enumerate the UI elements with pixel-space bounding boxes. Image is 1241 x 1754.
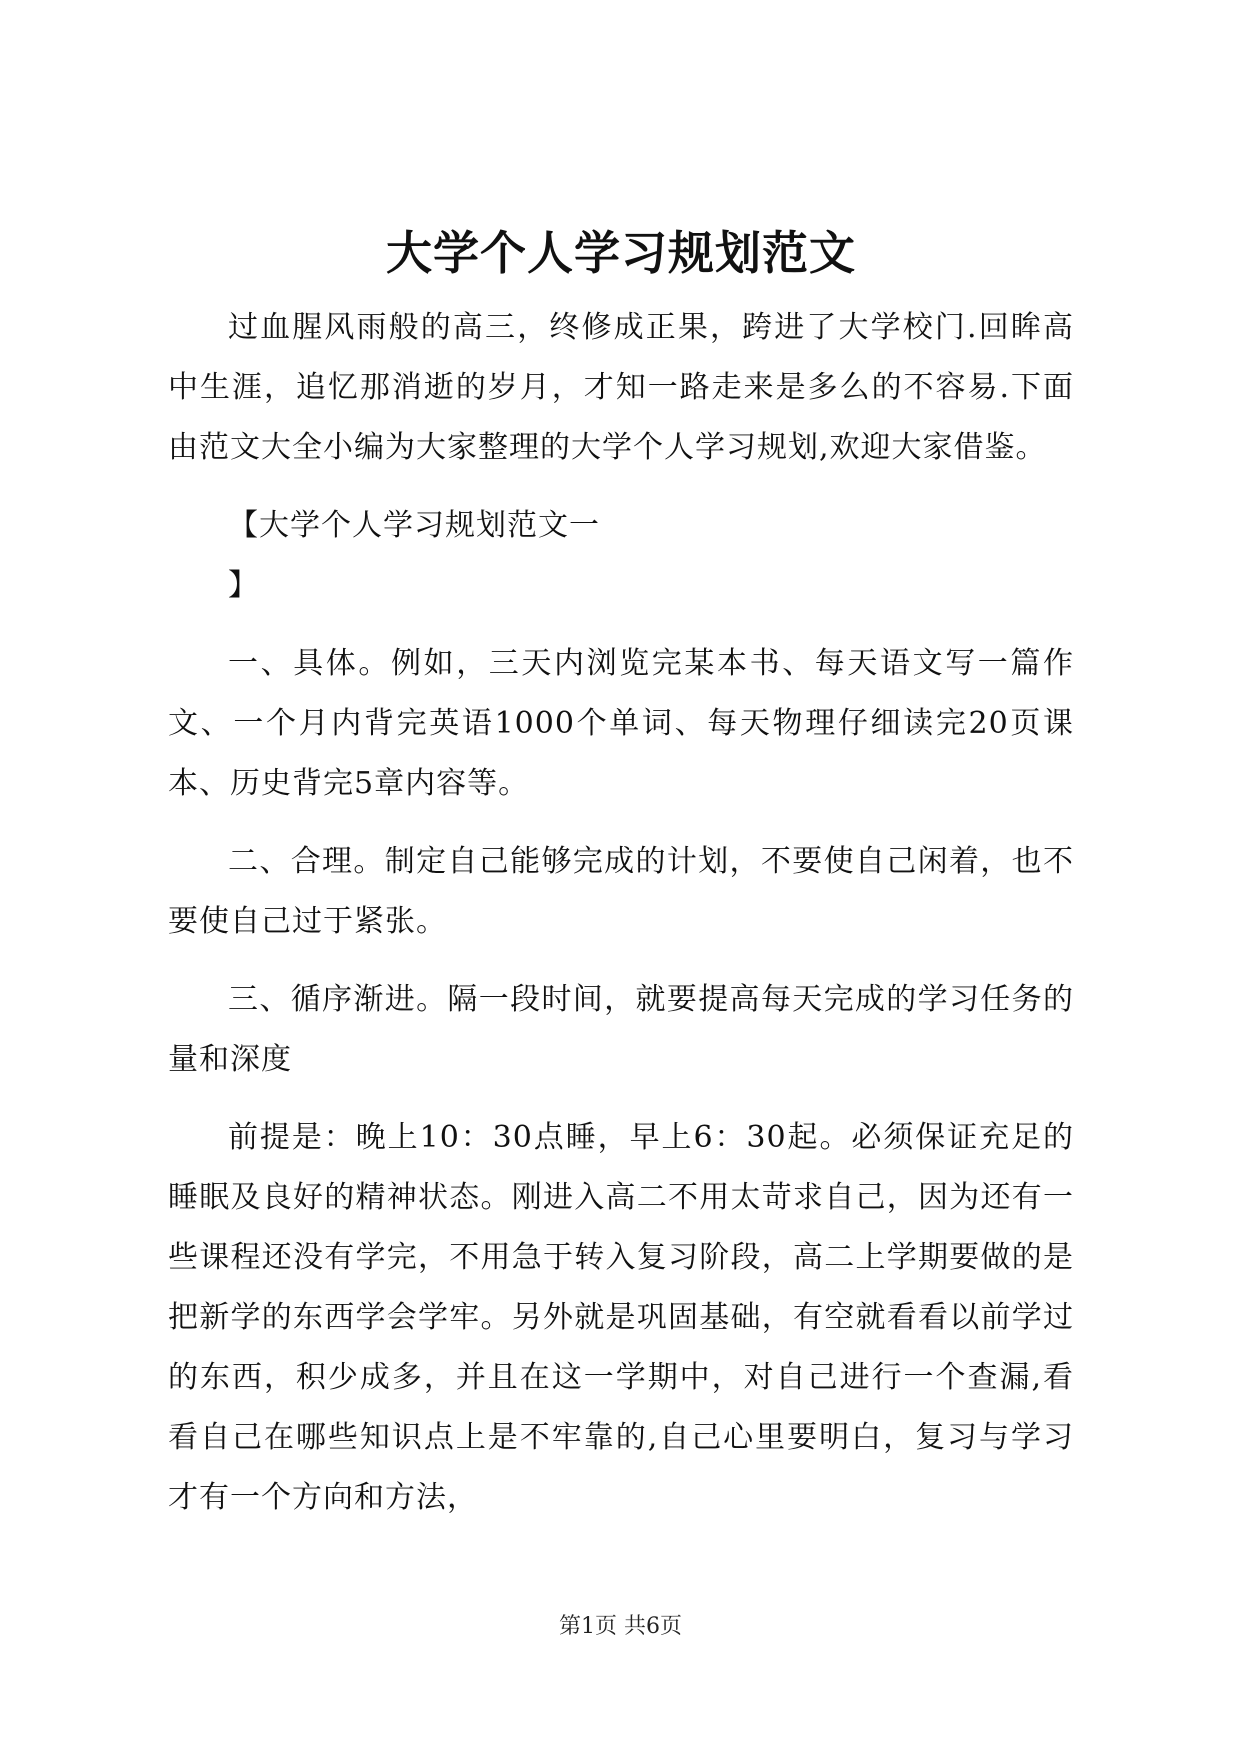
body-paragraph-premise: 前提是：晚上10：30点睡，早上6：30起。必须保证充足的睡眠及良好的精神状态。刚进入高二不用太苛求自己，因为还有一些课程还没有学完，不用急于转入复习阶段，高二上学期要做的是把新学的东西学会学牢。另外就是巩固基础，有空就看看以前学过的东西，积少成多，并且在这一学期中，对自己进行一个查漏,看看自己在哪些知识点上是不牢靠的,自己心里要明白，复习与学习才有一个方向和方法， <box>168 1120 1074 1515</box>
body-paragraph-gradual: 三、循序渐进。隔一段时间，就要提高每天完成的学习任务的量和深度 <box>168 982 1074 1077</box>
page-number-footer: 第1页 共6页 <box>559 1614 682 1639</box>
intro-paragraph: 过血腥风雨般的高三，终修成正果，跨进了大学校门.回眸高中生涯，追忆那消逝的岁月，才知一路走来是多么的不容易.下面由范文大全小编为大家整理的大学个人学习规划,欢迎大家借鉴。 <box>168 310 1074 465</box>
section-heading-part-1: 【大学个人学习规划范文一 <box>228 508 600 543</box>
document-body <box>168 222 1074 1546</box>
document-title: 大学个人学习规划范文 <box>386 226 856 280</box>
section-heading-part-2: 】 <box>228 568 259 603</box>
body-paragraph-specific: 一、具体。例如，三天内浏览完某本书、每天语文写一篇作文、一个月内背完英语1000个单词、每天物理仔细读完20页课本、历史背完5章内容等。 <box>168 646 1074 801</box>
body-paragraph-reasonable: 二、合理。制定自己能够完成的计划，不要使自己闲着，也不要使自己过于紧张。 <box>168 844 1074 939</box>
